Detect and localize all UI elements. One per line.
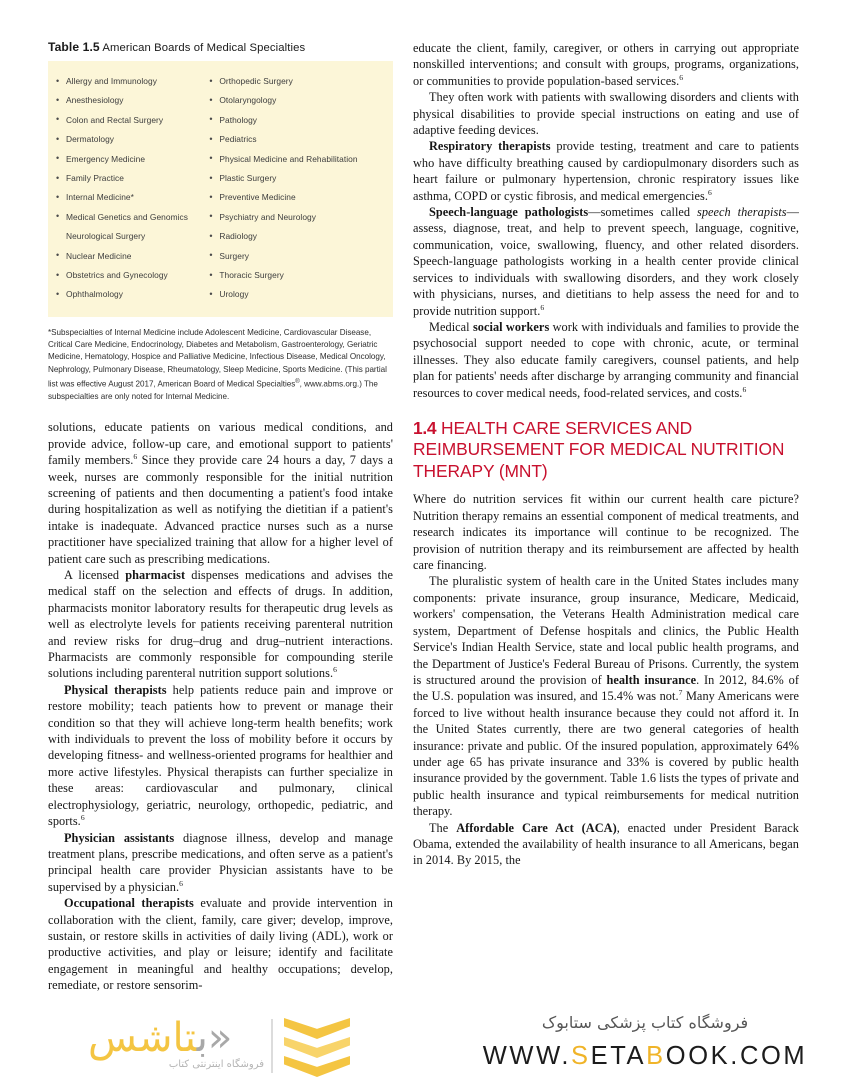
list-item: • Nuclear Medicine bbox=[54, 247, 207, 266]
paragraph-where-do-nutrition-services-fit bbox=[413, 491, 799, 573]
footnote-ref: 6 bbox=[707, 187, 712, 197]
list-item: • Colon and Rectal Surgery bbox=[54, 111, 207, 130]
site-url[interactable] bbox=[470, 1039, 820, 1073]
list-item: • Allergy and Immunology bbox=[54, 72, 207, 91]
text-run: solutions, educate patients on various medical conditions, and provide advice, follow-up care, and emotional support to patients' family members. bbox=[48, 420, 393, 468]
logo-divider bbox=[271, 1019, 273, 1073]
footer-site-info bbox=[470, 1011, 820, 1073]
table-column-b bbox=[207, 72, 383, 305]
list-item: • Pathology bbox=[207, 111, 383, 130]
paragraph-swallowing-disorders bbox=[413, 89, 799, 138]
text-run: Since they provide care 24 hours a day, 7 days a week, nurses are commonly responsible for the initial nutrition screening of patients and then documenting a patient's food intake during hospitalization as well as notifying the dietitian if a patient's intake is inadequate. Advanced practice nurses such as a nurse practitioner have specialized training that allow for a higher level of patient care such as prescribing medications. bbox=[48, 453, 393, 566]
url-prefix: WWW. bbox=[482, 1042, 572, 1070]
setabook-logo[interactable] bbox=[72, 1013, 342, 1077]
text-run: —sometimes called bbox=[588, 205, 697, 220]
site-title-persian: فروشگاه کتاب پزشکی ستابوک bbox=[541, 1013, 749, 1032]
text-run: provide testing, treatment and care to patients who have difficulty breathing caused by cardiopulmonary disorders such as heart failure or pulmonary hypertension, chronic respiratory issues like asthma, COPD or cystic fibrosis, and medical emergencies. bbox=[413, 139, 799, 203]
chevron-icon bbox=[284, 1018, 350, 1039]
paragraph-affordable-care-act bbox=[413, 820, 799, 869]
table-caption-title: American Boards of Medical Specialties bbox=[102, 42, 306, 54]
text-run: work with individuals and families to provide the psychosocial support needed to cope with chronic, acute, or terminal illnesses. They also educate family caregivers, counsel patients, and help plan for patients' needs after discharge by arranging community and financial resources to cover medical needs, food-related services, and costs. bbox=[413, 319, 799, 400]
table-1-5 bbox=[48, 61, 393, 317]
section-number: 1.4 bbox=[413, 417, 437, 438]
text-run: The pluralistic system of health care in the United States includes many components: private insurance, group insurance, Medicare, Medicaid, workers' compensation, the Veterans Health Administration medical care system, Department of Defense hospitals and clinics, the Public Health Service's Indian Health Service, state and local public health programs, and the Department of Justice's Federal Bureau of Prisons. Currently, the system is structured around the provision of bbox=[413, 574, 799, 687]
footnote-ref: 6 bbox=[333, 665, 337, 675]
logo-subtitle: فروشگاه اینترنتی کتاب bbox=[168, 1059, 264, 1070]
text-run: A licensed bbox=[64, 568, 126, 582]
footnote-ref: 6 bbox=[133, 452, 138, 462]
text-run: dispenses medications and advises the medical staff on the selection and effects of drugs. In addition, pharmacists monitor laboratory results for therapeutic drug levels as well as electrolyte levels for patients receiving parenteral nutrition and review risks for drug–drug and drug–nutrient interactions. Pharmacists are commonly responsible for compounding sterile solutions including parenteral nutrition support solutions. bbox=[48, 568, 393, 681]
list-item: • Obstetrics and Gynecology bbox=[54, 266, 207, 285]
chevron-icon bbox=[284, 1037, 350, 1058]
footnote-ref: 6 bbox=[540, 302, 545, 312]
list-item: • Urology bbox=[207, 285, 383, 304]
paragraph-pluralistic-system bbox=[413, 573, 799, 819]
url-eta: ETA bbox=[590, 1042, 647, 1070]
text-run: diagnose illness, develop and manage treatment plans, prescribe medications, and often serve as a patient's principal health care provider Physician assistants have to be supervised by a physician. bbox=[48, 830, 393, 894]
list-item: • Emergency Medicine bbox=[54, 150, 207, 169]
term-pharmacist: pharmacist bbox=[125, 568, 186, 582]
list-item: • Family Practice bbox=[54, 169, 207, 188]
term-speech-language-pathologists: Speech-language pathologists bbox=[429, 205, 589, 220]
chevron-icon bbox=[284, 1056, 350, 1077]
logo-wordmark bbox=[88, 1015, 232, 1061]
paragraph-physician-assistants bbox=[48, 830, 393, 896]
table-caption bbox=[48, 40, 393, 54]
paragraph-respiratory-therapists bbox=[413, 138, 799, 204]
table-column-a bbox=[54, 72, 207, 305]
paragraph-physical-therapists bbox=[48, 682, 393, 830]
left-column bbox=[48, 40, 393, 994]
footer-watermark bbox=[0, 1007, 844, 1080]
list-item: • Otolaryngology bbox=[207, 91, 383, 110]
list-item: • Surgery bbox=[207, 247, 383, 266]
term-health-insurance: health insurance bbox=[606, 672, 697, 687]
right-column bbox=[413, 40, 799, 869]
list-item: • Anesthesiology bbox=[54, 91, 207, 110]
text-run: Medical bbox=[429, 319, 473, 334]
footnote-ref: 6 bbox=[179, 878, 183, 888]
paragraph-pharmacist bbox=[48, 567, 393, 682]
paragraph-continued-from-previous-page bbox=[413, 40, 799, 89]
paragraph-occupational-therapists bbox=[48, 895, 393, 993]
list-item: • Pediatrics bbox=[207, 130, 383, 149]
term-physician-assistants: Physician assistants bbox=[64, 830, 175, 845]
term-respiratory-therapists: Respiratory therapists bbox=[429, 139, 551, 154]
text-run: . In 2012, 84.6% of the U.S. population was insured, and 15.4% was not. bbox=[413, 672, 799, 704]
logo-wordmark-yellow: تاشس bbox=[88, 1015, 197, 1061]
paragraph-nurses bbox=[48, 419, 393, 567]
list-item: • Internal Medicine* bbox=[54, 188, 207, 207]
text-run: —assess, diagnose, treat, and help to prevent speech, language, cognitive, communication, voice, swallowing, fluency, and other related disorders. Speech-language pathologists working in a health center provide clinical services to individuals with swallowing disorders, and they work closely with physicians, nurses, and dietitians to help assess the need for and to provide nutrition support. bbox=[413, 205, 799, 318]
table-footnote bbox=[48, 327, 390, 403]
paragraph-speech-language-pathologists bbox=[413, 204, 799, 319]
section-heading-1-4 bbox=[413, 418, 799, 483]
list-item: • Orthopedic Surgery bbox=[207, 72, 383, 91]
list-item: • Medical Genetics and Genomics Neurological Surgery bbox=[54, 208, 207, 247]
text-run: , enacted under President Barack Obama, extended the availability of health insurance to all Americans, began in 2014. By 2015, the bbox=[413, 820, 799, 868]
text-run: The bbox=[429, 820, 457, 835]
term-physical-therapists: Physical therapists bbox=[64, 682, 167, 697]
footnote-ref: 7 bbox=[678, 688, 683, 698]
list-item: • Psychiatry and Neurology bbox=[207, 208, 383, 227]
list-item: • Ophthalmology bbox=[54, 285, 207, 304]
text-run: evaluate and provide intervention in collaboration with the client, family, care giver; develop, improve, sustain, or restore skills in activities of daily living (ADL), work or productive activities, and play or leisure; identify and facilitate engagement in meaningful and healthy occupations; develop, remediate, or restore sensorim- bbox=[48, 896, 394, 993]
registered-mark-icon: ® bbox=[295, 379, 300, 386]
url-highlight-b: B bbox=[646, 1042, 666, 1070]
logo-wordmark-grey: «ب bbox=[196, 1015, 233, 1061]
term-social-workers: social workers bbox=[472, 319, 550, 334]
text-run: They often work with patients with swallowing disorders and clients with physical disabilities to provide special instructions on eating and use of adaptive feeding devices. bbox=[413, 90, 799, 138]
chevron-stack-icon bbox=[284, 1018, 350, 1076]
term-occupational-therapists: Occupational therapists bbox=[64, 896, 194, 911]
text-run: Where do nutrition services fit within our current health care picture? Nutrition therapy remains an essential component of medical treatments, and research indicates its importance will continue to be recognized. The provision of nutrition therapy and its reimbursement are affected by health care financing. bbox=[413, 492, 799, 573]
text-run: help patients reduce pain and improve or restore mobility; teach patients how to prevent or manage their condition so that they will achieve long-term health benefits; work with individuals to prevent the loss of mobility before it occurs by developing fitness- and wellness-oriented programs for healthier and more active lifestyles. Physical therapists can further specialize in these areas: cardiovascular and pulmonary, clinical electrophysiology, geriatric, neurology, orthopedic, pediatric, and sports. bbox=[48, 682, 394, 829]
list-item: • Physical Medicine and Rehabilitation bbox=[207, 150, 383, 169]
footnote-ref: 6 bbox=[80, 813, 85, 822]
paragraph-social-workers bbox=[413, 319, 799, 401]
list-item: • Preventive Medicine bbox=[207, 188, 383, 207]
url-suffix: OOK.COM bbox=[665, 1042, 808, 1070]
section-title: HEALTH CARE SERVICES AND REIMBURSEMENT FOR MEDICAL NUTRITION THERAPY (MNT) bbox=[413, 417, 785, 481]
table-footnote-part1: *Subspecialties of Internal Medicine include Adolescent Medicine, Cardiovascular Disease, Critical Care Medicine, Endocrinology, Diabetes and Metabolism, Gastroenterology, Geriatric Medicine, Hematology, Hospice and Palliative Medicine, Infectious Disease, Medical Oncology, Nephrology, Pulmonary Disease, Rheumatology, Sleep Medicine, Sports Medicine. (This partial list was effective August 2017, American Board of Medical Specialties bbox=[48, 327, 387, 389]
list-item: • Thoracic Surgery bbox=[207, 266, 383, 285]
term-speech-therapists: speech therapists bbox=[697, 205, 787, 220]
text-run: educate the client, family, caregiver, or others in carrying out appropriate nonskilled interventions; and consult with groups, programs, organizations, or communities to provide population-based services. bbox=[413, 41, 799, 88]
term-affordable-care-act: Affordable Care Act (ACA) bbox=[456, 820, 617, 835]
table-footnote-part2: , www.abms.org.) The subspecialties are only noted for Internal Medicine. bbox=[48, 379, 378, 402]
table-caption-number: Table 1.5 bbox=[48, 40, 100, 54]
list-item: • Dermatology bbox=[54, 130, 207, 149]
footnote-ref: 6 bbox=[742, 384, 747, 394]
url-highlight-s: S bbox=[571, 1042, 591, 1070]
list-item: • Plastic Surgery bbox=[207, 169, 383, 188]
text-run: Many Americans were forced to live without health insurance because they could not afford it. In the United States currently, there are two general categories of health insurance: private and public. Of the insured population, approximately 64% under age 65 has private insurance and 33% is covered by public health insurance provided by the government. Table 1.6 lists the types of private and public health insurance and typical reimbursements for medical nutrition therapy. bbox=[413, 689, 799, 819]
list-item: • Radiology bbox=[207, 227, 383, 246]
footnote-ref: 6 bbox=[679, 72, 684, 82]
